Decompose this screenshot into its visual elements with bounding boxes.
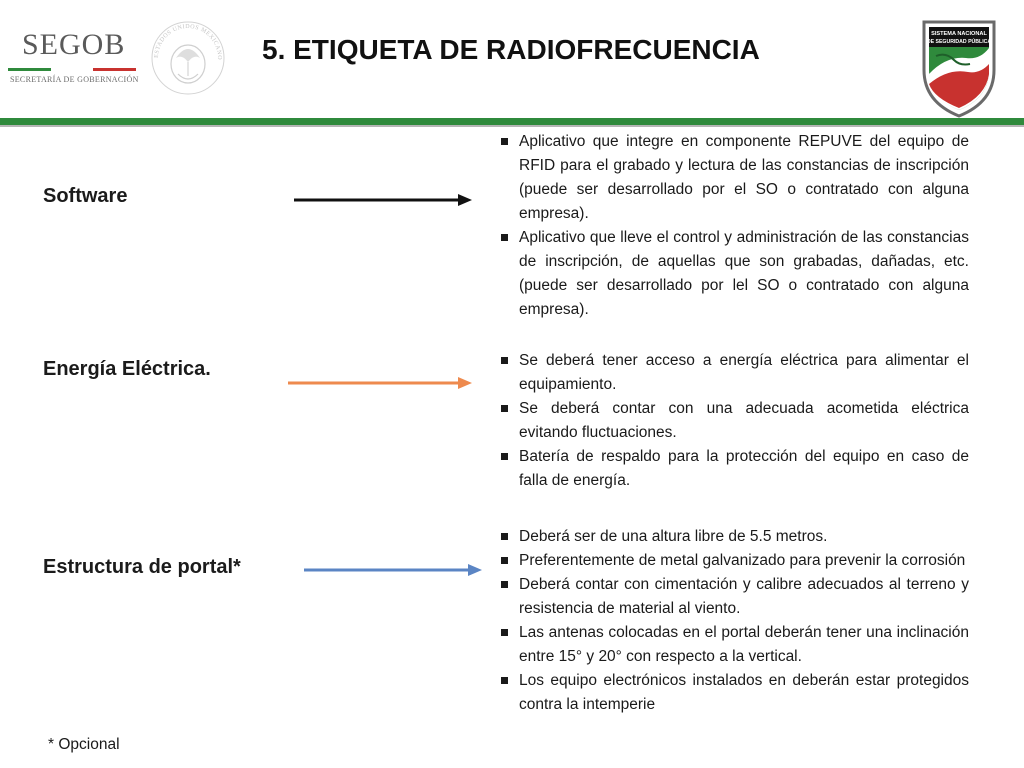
- square-bullet-icon: [501, 533, 508, 540]
- square-bullet-icon: [501, 405, 508, 412]
- mexican-seal-icon: [148, 14, 228, 100]
- bullet-text: Aplicativo que integre en componente REPUVE del equipo de RFID para el grabado y lectura de las constancias de inscripción (puede ser desarrollado por el SO o contratado con alguna empresa).: [519, 133, 969, 222]
- square-bullet-icon: [501, 557, 508, 564]
- list-item: [497, 621, 969, 669]
- segob-color-bar: [8, 68, 136, 71]
- energia-bullet-list: [497, 349, 969, 493]
- list-item: [497, 397, 969, 445]
- segob-logo-subtitle: SECRETARÍA DE GOBERNACIÓN: [10, 75, 139, 84]
- bullet-text: Se deberá contar con una adecuada acometida eléctrica evitando fluctuaciones.: [519, 400, 969, 441]
- list-item: [497, 349, 969, 397]
- seal-text: ESTADOS UNIDOS MEXICANO: [153, 23, 223, 61]
- snsp-badge-icon: [916, 18, 1002, 118]
- square-bullet-icon: [501, 138, 508, 145]
- arrow-icon-software: [292, 190, 474, 210]
- list-item: [497, 226, 969, 322]
- category-energia-electrica: Energía Eléctrica.: [43, 358, 211, 380]
- portal-bullet-list: [497, 525, 969, 717]
- bullet-text: Se deberá tener acceso a energía eléctrica para alimentar el equipamiento.: [519, 352, 969, 393]
- list-item: [497, 445, 969, 493]
- segob-logo-text: SEGOB: [22, 28, 126, 61]
- bullet-text: Deberá contar con cimentación y calibre adecuados al terreno y resistencia de material al viento.: [519, 576, 969, 617]
- square-bullet-icon: [501, 234, 508, 241]
- category-estructura-portal: Estructura de portal*: [43, 556, 241, 578]
- arrow-icon-portal: [302, 560, 484, 580]
- bullet-text: Deberá ser de una altura libre de 5.5 metros.: [519, 528, 828, 545]
- segob-logo: [8, 28, 139, 88]
- header-green-band: [0, 118, 1024, 125]
- arrow-icon-energia: [286, 373, 474, 393]
- bullet-text: Batería de respaldo para la protección del equipo en caso de falla de energía.: [519, 448, 969, 489]
- badge-line-1: SISTEMA NACIONAL: [931, 31, 987, 37]
- square-bullet-icon: [501, 677, 508, 684]
- list-item: [497, 525, 969, 549]
- software-bullet-list: [497, 130, 969, 322]
- header-divider: [0, 125, 1024, 127]
- square-bullet-icon: [501, 357, 508, 364]
- square-bullet-icon: [501, 629, 508, 636]
- bullet-text: Los equipo electrónicos instalados en deberán estar protegidos contra la intemperie: [519, 672, 969, 713]
- footnote: * Opcional: [48, 736, 120, 753]
- square-bullet-icon: [501, 453, 508, 460]
- bullet-text: Preferentemente de metal galvanizado para prevenir la corrosión: [519, 552, 966, 569]
- page-title: 5. ETIQUETA DE RADIOFRECUENCIA: [262, 34, 760, 65]
- list-item: [497, 573, 969, 621]
- slide-header: [0, 0, 1024, 118]
- badge-line-2: DE SEGURIDAD PÚBLICA: [926, 39, 992, 45]
- bullet-text: Aplicativo que lleve el control y administración de las constancias de inscripción, de aquellas que son grabadas, dañadas, etc. (puede ser desarrollado por lel SO o contratado con alguna empresa).: [519, 229, 969, 318]
- category-software: Software: [43, 185, 128, 207]
- list-item: [497, 669, 969, 717]
- list-item: [497, 549, 969, 573]
- list-item: [497, 130, 969, 226]
- bullet-text: Las antenas colocadas en el portal deberán tener una inclinación entre 15° y 20° con respecto a la vertical.: [519, 624, 969, 665]
- square-bullet-icon: [501, 581, 508, 588]
